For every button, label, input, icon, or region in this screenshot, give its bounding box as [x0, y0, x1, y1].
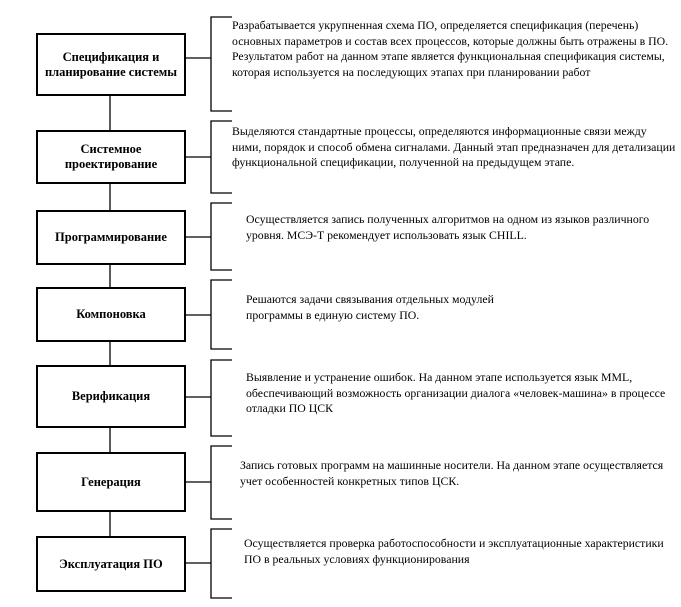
stage-title: Верификация — [71, 389, 151, 403]
stage-box-operation — [36, 536, 186, 592]
stage-title: Эксплуатация ПО — [59, 556, 163, 571]
stage-title: Спецификация и планирование системы — [44, 49, 178, 79]
bracket-2 — [211, 121, 232, 193]
bracket-3 — [211, 203, 232, 270]
stage-box-system-design — [36, 130, 186, 184]
stage-description-system-design: Выделяются стандартные процессы, определяются информационные связи между ними, порядок и способ обмена сигналами. Данный этап предназначен для детализации функциональной спецификации, полученной на предыдущем этапе. — [232, 124, 676, 169]
stage-description-linking: Решаются задачи связывания отдельных модулей программы в единую систему ПО. — [246, 292, 494, 322]
stage-box-programming — [36, 210, 186, 265]
stage-box-specification — [36, 33, 186, 96]
stage-title: Программирование — [55, 230, 167, 244]
stage-description-operation: Осуществляется проверка работоспособности и эксплуатационные характеристики ПО в реальных условиях функционирования — [244, 536, 664, 566]
stage-description-verification: Выявление и устранение ошибок. На данном этапе используется язык MML, обеспечивающий возможность организации диалога «человек-машина» в процессе отладки ПО ЦСК — [246, 370, 666, 415]
stage-description-specification: Разрабатывается укрупненная схема ПО, определяется спецификация (перечень) основных параметров и состав всех процессов, которые должны быть отражены в ПО. Результатом работ на данном этапе является функциональная спецификация системы, которая используется на последующих этапах при планировании работ — [232, 18, 669, 79]
bracket-1 — [211, 17, 232, 111]
stage-description-programming: Осуществляется запись полученных алгоритмов на одном из языков различного уровня. МСЭ-Т рекомендует использовать язык CHILL. — [246, 212, 650, 242]
stage-title: Системное проектирование — [64, 142, 158, 171]
bracket-7 — [211, 529, 232, 598]
stage-title: Генерация — [81, 474, 141, 489]
stage-box-linking — [36, 287, 186, 342]
stage-box-generation — [36, 452, 186, 512]
bracket-5 — [211, 360, 232, 436]
stage-description-generation: Запись готовых программ на машинные носители. На данном этапе осуществляется учет особенностей конкретных типов ЦСК. — [240, 458, 664, 488]
stage-box-verification — [36, 365, 186, 428]
bracket-6 — [211, 446, 232, 519]
bracket-4 — [211, 280, 232, 349]
stage-title: Компоновка — [76, 307, 146, 321]
